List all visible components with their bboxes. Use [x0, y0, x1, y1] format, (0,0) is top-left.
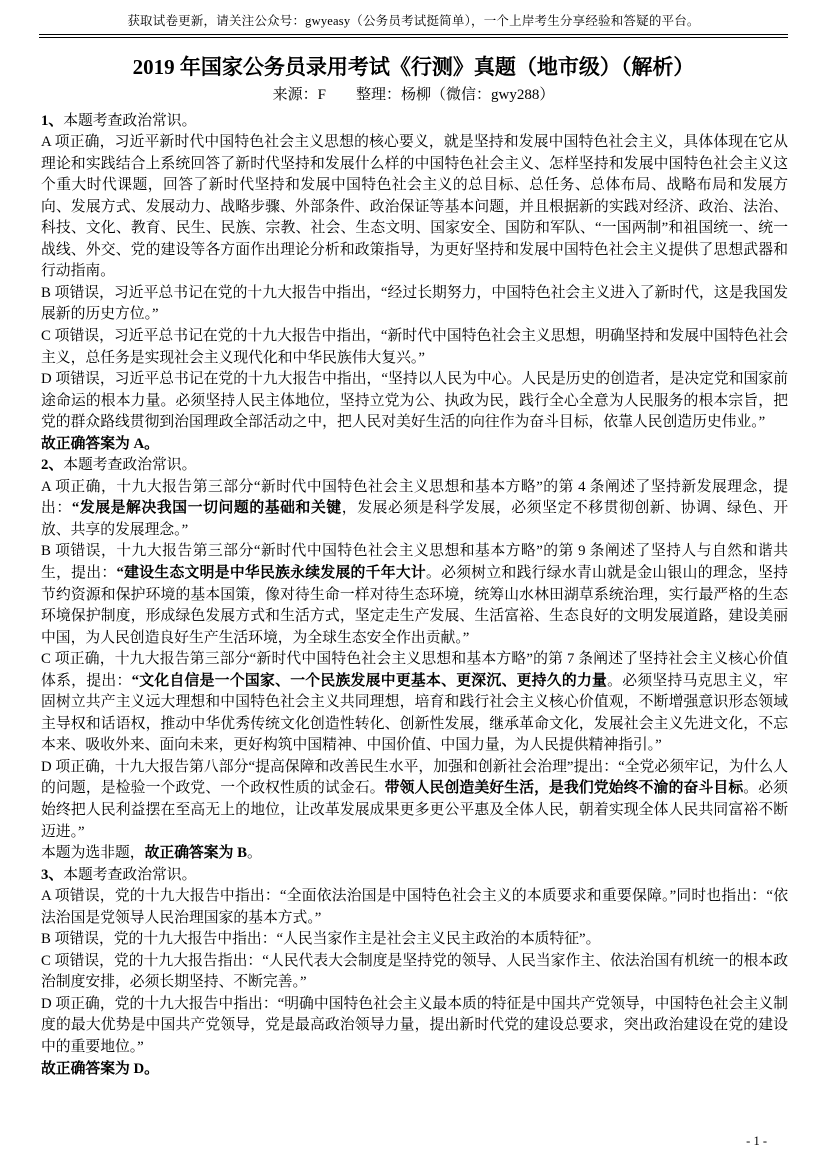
text-run: 。必须树立和践行绿水青山就是金山银山的理念，坚持节约资源和保护环境的基本国策，像对待生命一样对待生态环境，统筹山水林田湖草系统治理，实行最严格的生态环境保护制度，形成绿色发展方式和生活方式，坚定走生产发展、生活富裕、生态良好的文明发展道路，建设美丽中国，为人民创造良好生产生活环境，为全球生态安全作出贡献。”: [41, 564, 788, 646]
paragraph: [41, 757, 788, 843]
text-run: 本题考查政治常识。: [63, 457, 197, 474]
text-run: B 项错误，习近平总书记在党的十九大报告中指出，“经过长期努力，中国特色社会主义进入了新时代，这是我国发展新的历史方位。”: [41, 284, 788, 323]
text-run: B 项错误，十九大报告第三部分“新时代中国特色社会主义思想和基本方略”的第 9 条阐述了坚持人与自然和谐共生，提出：: [41, 543, 788, 581]
paragraph: [41, 326, 788, 369]
paragraph: [41, 477, 788, 542]
paragraph: [41, 283, 788, 326]
bold-text-run: “文化自信是一个国家、一个民族发展中更基本、更深沉、更持久的力量: [131, 672, 608, 689]
paragraph: [41, 434, 788, 456]
text-run: D 项正确，十九大报告第八部分“提高保障和改善民生水平，加强和创新社会治理”提出：“全党必须牢记，为什么人的问题，是检验一个政党、一个政权性质的试金石。: [41, 758, 788, 797]
bold-text-run: 故正确答案为 D。: [41, 1060, 159, 1077]
page-footer: [746, 1134, 767, 1149]
header-notice: 获取试卷更新，请关注公众号：gwyeasy（公务员考试挺简单），一个上岸考生分享经验和答疑的平台。: [127, 14, 700, 28]
paragraph: [41, 132, 788, 283]
bold-text-run: “建设生态文明是中华民族永续发展的千年大计: [116, 564, 427, 581]
bold-text-run: 故正确答案为 B: [144, 845, 247, 862]
bold-text-run: “发展是解决我国一切问题的基础和关键: [71, 500, 342, 517]
text-run: C 项错误，习近平总书记在党的十九大报告中指出，“新时代中国特色社会主义思想，明确坚持和发展中国特色社会主义，总任务是实现社会主义现代化和中华民族伟大复兴。”: [41, 327, 788, 366]
text-run: A 项正确，习近平新时代中国特色社会主义思想的核心要义，就是坚持和发展中国特色社会主义，具体体现在它从理论和实践结合上系统回答了新时代坚持和发展什么样的中国特色社会主义、怎样坚持和发展中国特色社会主义这个重大时代课题，回答了新时代坚持和发展中国特色社会主义的总目标、总任务、总体布局、战略布局和发展方向、发展方式、发展动力、战略步骤、外部条件、政治保证等基本问题，并且根据新的实践对经济、政治、法治、科技、文化、教育、民生、民族、宗教、社会、生态文明、国家安全、国防和军队、“一国两制”和祖国统一、统一战线、外交、党的建设等各方面作出理论分析和政策指导，为更好坚持和发展中国特色社会主义提供了思想武器和行动指南。: [41, 134, 788, 280]
text-run: ，发展必须是科学发展，必须坚定不移贯彻创新、协调、绿色、开放、共享的发展理念。”: [41, 500, 788, 538]
text-run: A 项正确，十九大报告第三部分“新时代中国特色社会主义思想和基本方略”的第 4 条阐述了坚持新发展理念，提出：: [41, 478, 788, 517]
bold-text-run: 2、: [41, 457, 64, 474]
editor-label: 整理：杨柳（微信：gwy288）: [356, 86, 555, 103]
paragraph: [41, 649, 788, 757]
paragraph: [41, 455, 788, 477]
text-run: B 项错误，党的十九大报告中指出：“人民当家作主是社会主义民主政治的本质特征”。: [41, 931, 601, 948]
text-run: C 项错误，党的十九大报告指出：“人民代表大会制度是坚持党的领导、人民当家作主、依法治国有机统一的根本政治制度安排，必须长期坚持、不断完善。”: [41, 952, 788, 991]
text-run: D 项错误，习近平总书记在党的十九大报告中指出，“坚持以人民为中心。人民是历史的创造者，是决定党和国家前途命运的根本力量。必须坚持人民主体地位，坚持立党为公、执政为民，践行全心全意为人民服务的根本宗旨，把党的群众路线贯彻到治国理政全部活动之中，把人民对美好生活的向往作为奋斗目标，依靠人民创造历史伟业。”: [41, 371, 788, 431]
paragraph: [41, 994, 788, 1059]
paragraph: [41, 886, 788, 929]
paragraph: [41, 369, 788, 434]
text-run: 本题为选非题，: [41, 845, 145, 862]
text-run: A 项错误，党的十九大报告中指出：“全面依法治国是中国特色社会主义的本质要求和重要保障。”同时也指出：“依法治国是党领导人民治理国家的基本方式。”: [41, 888, 788, 926]
text-run: C 项正确，十九大报告第三部分“新时代中国特色社会主义思想和基本方略”的第 7 条阐述了坚持社会主义核心价值体系，提出：: [41, 651, 788, 689]
paragraph: [41, 865, 788, 887]
page-header: [0, 0, 827, 38]
bold-text-run: 故正确答案为 A。: [41, 435, 159, 452]
paragraph: [41, 1059, 788, 1081]
bold-text-run: 1、: [41, 112, 64, 129]
paragraph: [41, 111, 788, 133]
text-run: 。: [246, 845, 262, 862]
meta-line: [0, 85, 827, 106]
text-run: 本题考查政治常识。: [63, 112, 197, 129]
paragraph: [41, 951, 788, 994]
text-run: D 项正确，党的十九大报告中指出：“明确中国特色社会主义最本质的特征是中国共产党领导，中国特色社会主义制度的最大优势是中国共产党领导，党是最高政治领导力量，提出新时代党的建设总要求，突出政治建设在党的建设中的重要地位。”: [41, 995, 788, 1056]
paragraph: [41, 843, 788, 865]
document-title: 2019 年国家公务员录用考试《行测》真题（地市级）（解析）: [132, 54, 695, 79]
text-run: 。必须始终把人民利益摆在至高无上的地位，让改革发展成果更多更公平惠及全体人民，朝着实现全体人民共同富裕不断迈进。”: [41, 780, 788, 840]
paragraph: [41, 929, 788, 951]
page-number: - 1 -: [746, 1134, 767, 1148]
source-label: 来源：F: [272, 86, 326, 103]
document-body: [41, 111, 788, 1081]
header-divider: [39, 34, 788, 38]
bold-text-run: 3、: [41, 866, 64, 883]
text-run: 。必须坚持马克思主义，牢固树立共产主义远大理想和中国特色社会主义共同理想，培育和践行社会主义核心价值观，不断增强意识形态领域主导权和话语权，推动中华优秀传统文化创造性转化、创新性发展，继承革命文化，发展社会主义先进文化，不忘本来、吸收外来、面向未来，更好构筑中国精神、中国价值、中国力量，为人民提供精神指引。”: [41, 672, 788, 754]
bold-text-run: 带领人民创造美好生活，是我们党始终不渝的奋斗目标: [384, 780, 744, 797]
paragraph: [41, 541, 788, 649]
text-run: 本题考查政治常识。: [63, 866, 197, 883]
